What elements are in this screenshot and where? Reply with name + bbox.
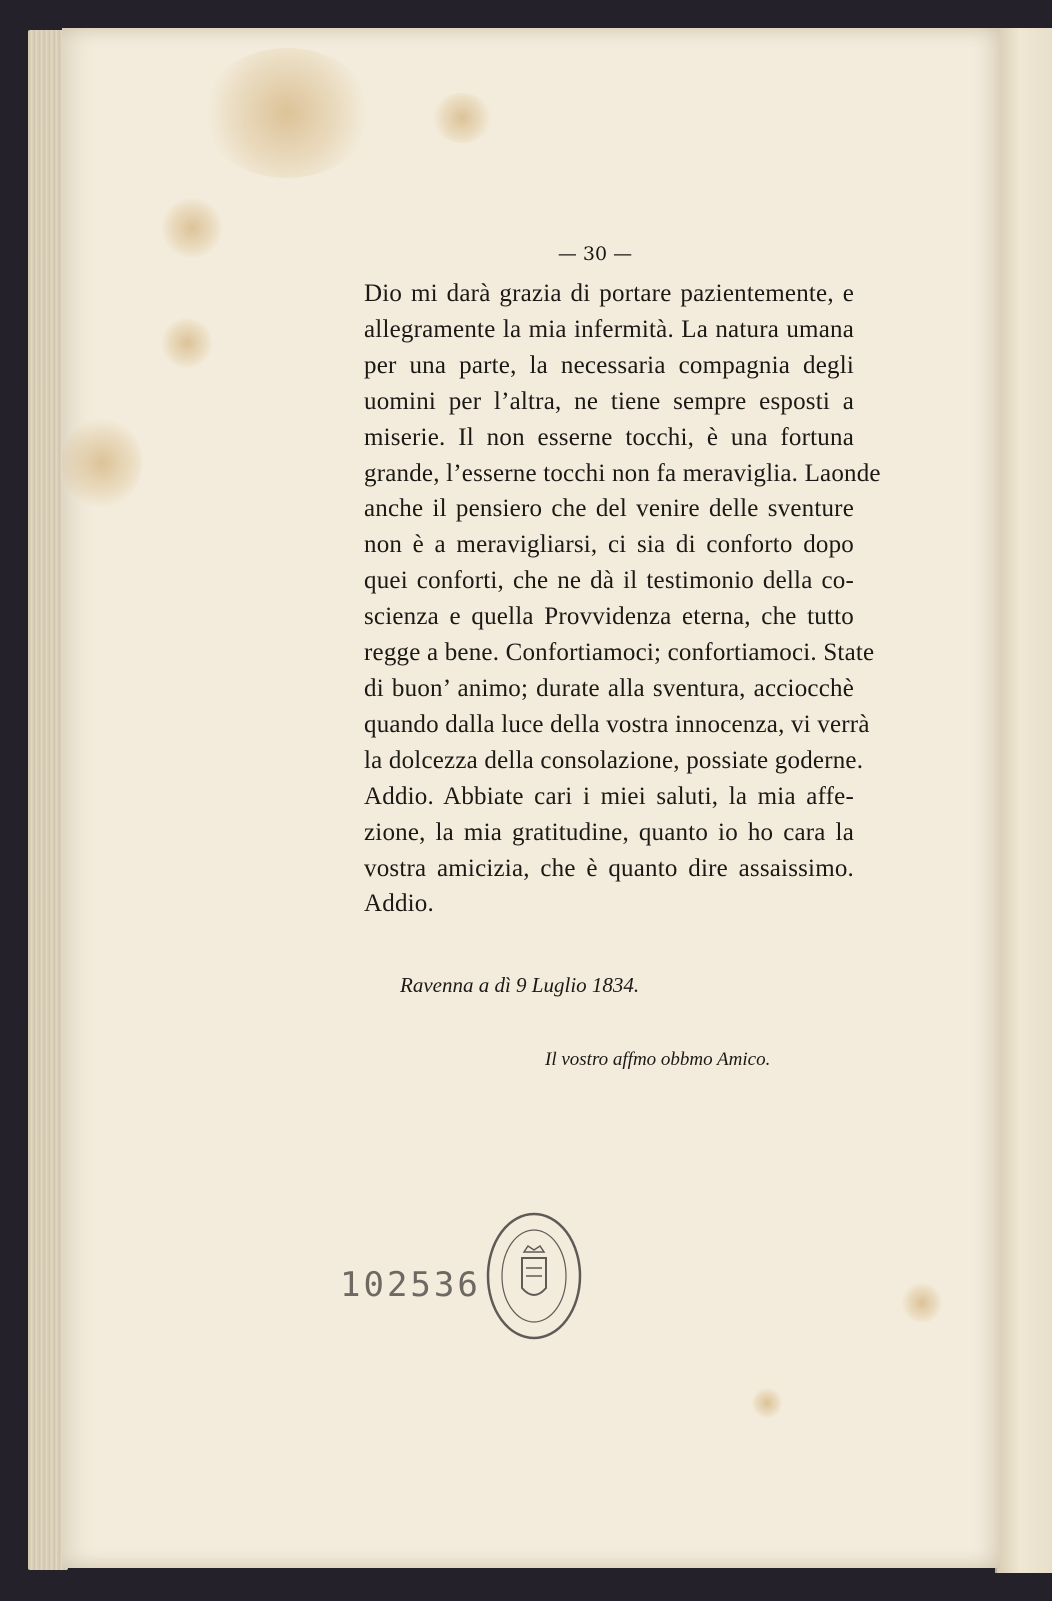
foxing-stain [162,318,212,368]
text-line: quando dalla luce della vostra innocenza, vi verrà [364,710,870,738]
text-line: Addio. Abbiate cari i miei saluti, la mia affe- [364,782,854,810]
text-line: Dio mi darà grazia di portare pazientemente, e [364,280,854,307]
text-line: uomini per l’altra, ne tiene sempre esposti a [364,387,854,415]
foxing-stain [752,1388,782,1418]
dateline-text: Ravenna a dì 9 Luglio 1834. [400,973,640,997]
inventory-number: 102536 [340,1265,481,1305]
text-line: quei conforti, che ne dà il testimonio della co- [364,567,854,595]
text-line: Addio. [364,890,434,918]
text-line: la dolcezza della consolazione, possiate goderne. [364,746,864,774]
page-number: — 30 — [557,243,633,265]
foxing-stain [432,93,492,143]
text-line: grande, l’esserne tocchi non fa meraviglia. Laonde [364,459,881,487]
foxing-stain [62,418,142,508]
signature-line [545,1049,770,1071]
text-line: allegramente la mia infermità. La natura umana [364,315,854,343]
text-line: di buon’ animo; durate alla sventura, acciocchè [364,674,854,702]
facing-page-edge [995,28,1052,1573]
text-line: scienza e quella Provvidenza eterna, che tutto [364,603,854,631]
crown-icon [524,1246,544,1252]
text-line: per una parte, la necessaria compagnia degli [364,351,854,379]
text-line: regge a bene. Confortiamoci; confortiamoci. State [364,639,875,667]
dateline [400,973,639,998]
text-line: vostra amicizia, che è quanto dire assaissimo. [364,854,854,882]
signature-text: Il vostro affmo obbmo Amico. [545,1049,771,1070]
foxing-stain [202,48,372,178]
text-line: anche il pensiero che del venire delle sventure [364,495,854,523]
text-line: non è a meravigliarsi, ci sia di conforto dopo [364,531,854,559]
text-line: zione, la mia gratitudine, quanto io ho cara la [364,818,854,846]
foxing-stain [902,1283,942,1323]
library-stamp [484,1210,584,1342]
letter-body [364,276,881,922]
foxing-stain [162,198,222,258]
text-line: miserie. Il non esserne tocchi, è una fortuna [364,423,854,451]
